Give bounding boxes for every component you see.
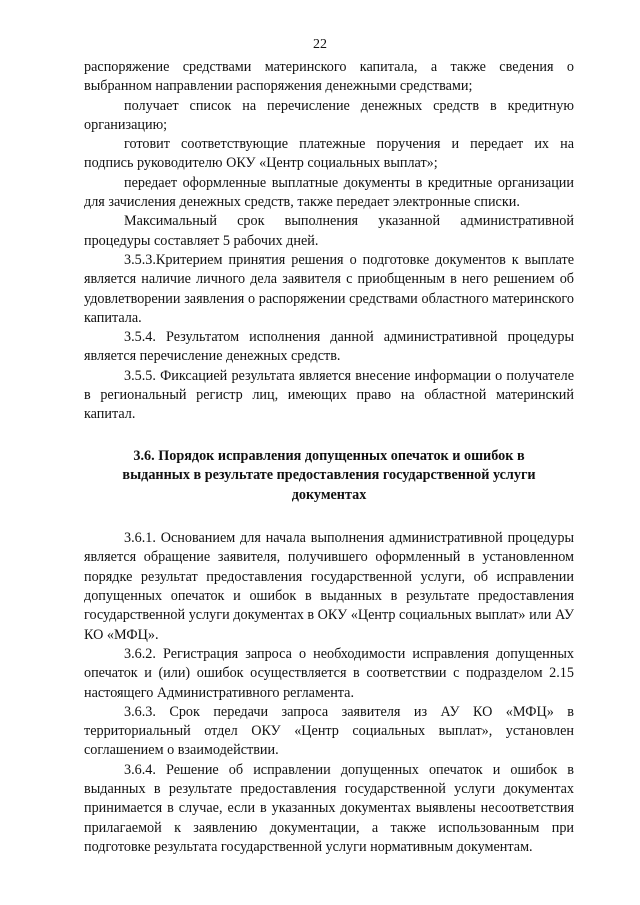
paragraph: Максимальный срок выполнения указанной административной процедуры составляет 5 рабочих дней. (84, 213, 574, 249)
paragraphs-bottom (84, 529, 574, 857)
paragraph: 3.6.4. Решение об исправлении допущенных опечаток и ошибок в выданных в результате предоставления государственной услуги документах принимается в случае, если в указанных документах выявлены несоответствия прилагаемой к заявлению документации, а также использованным при подготовке результата государственной услуги нормативным документам. (84, 761, 574, 855)
page-number: 22 (313, 37, 327, 52)
document-body (84, 58, 574, 857)
section-heading: 3.6. Порядок исправления допущенных опечаток и ошибок в выданных в результате предоставления государственной услуги документах (122, 447, 536, 503)
paragraph: готовит соответствующие платежные поручения и передает их на подпись руководителю ОКУ «Центр социальных выплат»; (84, 136, 574, 172)
paragraph: 3.5.3.Критерием принятия решения о подготовке документов к выплате является наличие личного дела заявителя с приобщенным в него решением об удовлетворении заявления о распоряжении средствами областного материнского капитала. (84, 251, 574, 326)
paragraph: распоряжение средствами материнского капитала, а также сведения о выбранном направлении распоряжения денежными средствами; (84, 59, 574, 95)
paragraph: получает список на перечисление денежных средств в кредитную организацию; (84, 97, 574, 133)
paragraphs-top (84, 58, 574, 425)
paragraph: 3.5.5. Фиксацией результата является внесение информации о получателе в региональный регистр лиц, имеющих право на областной материнский капитал. (84, 367, 574, 423)
paragraph: 3.5.4. Результатом исполнения данной административной процедуры является перечисление денежных средств. (84, 329, 574, 365)
paragraph: передает оформленные выплатные документы в кредитные организации для зачисления денежных средств, также передает электронные списки. (84, 174, 574, 211)
paragraph: 3.6.1. Основанием для начала выполнения административной процедуры является обращение заявителя, получившего оформленный в установленном порядке результат предоставления государственной услуги, об исправлении допущенных опечаток и ошибок в выданных в результате предоставления государственной услуги документах в ОКУ «Центр социальных выплат» или АУ КО «МФЦ». (84, 530, 574, 643)
paragraph: 3.6.2. Регистрация запроса о необходимости исправления допущенных опечаток и (или) ошибок осуществляется в соответствии с подразделом 2.15 настоящего Административного регламента. (84, 645, 574, 701)
paragraph: 3.6.3. Срок передачи запроса заявителя из АУ КО «МФЦ» в территориальный отдел ОКУ «Центр социальных выплат», установлен соглашением о взаимодействии. (84, 703, 574, 759)
